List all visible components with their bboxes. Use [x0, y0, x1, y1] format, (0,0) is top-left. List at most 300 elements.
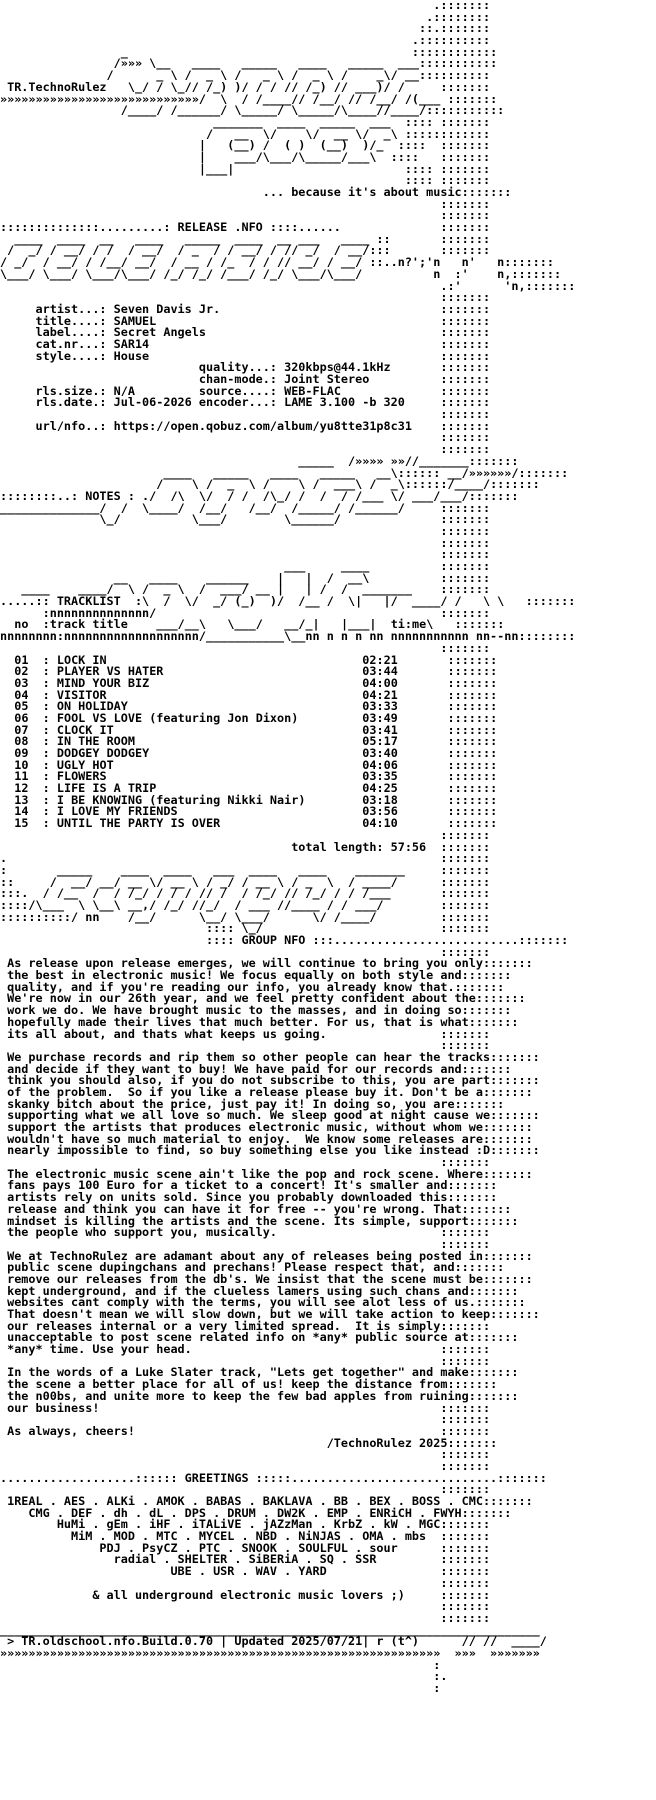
- group-nfo-text-text: its all about, and thats what keeps us going.: [0, 1026, 441, 1041]
- track-row-text: 13 : I BE KNOWING (featuring Nikki Nair) 03:18: [14, 792, 398, 807]
- right-border-decor: :::::::: [461, 185, 512, 199]
- right-border-decor: :::::::: [440, 1155, 491, 1170]
- tracklist-logo-art-line-text: __ ____ ______ | | / __\: [0, 570, 441, 585]
- track-no: 03: [14, 675, 29, 690]
- group-nfo-text-text: As always, cheers!: [0, 1423, 441, 1438]
- track-time: 02:21: [362, 652, 398, 667]
- track-no: 07: [14, 722, 29, 737]
- track-time: 03:41: [362, 722, 398, 737]
- header-logo-art-line-text: | (__) / ( ) (__) )/_ ::::: [0, 138, 441, 153]
- release-nfo-heading-text: ::::::::::::::.........: RELEASE .NFO ::::......: [0, 220, 441, 235]
- notes-logo-art-line-text: ____ _____ ____ _____ __\:::::: __/»»»»»»/: [0, 465, 519, 480]
- greetings-line-text: MiM . MOD . MTC . MYCEL . NBD . NiNJAS . OMA . mbs: [0, 1529, 441, 1544]
- release-logo-art-line-text: .:' 'n,: [0, 278, 526, 293]
- release-field-text: artist...: Seven Davis Jr.: [0, 301, 441, 316]
- track-row-text: 06 : FOOL VS LOVE (featuring Jon Dixon) 03:49: [14, 710, 398, 725]
- header-logo-art-line-text: / _ \ / _ \ / _ \ / _ \ / _\/ __:::: [0, 68, 441, 83]
- right-border-decor: :::::::: [482, 1494, 533, 1508]
- header-logo-art-line-text: ::::: [0, 173, 441, 188]
- group-nfo-heading-text: :::: GROUP NFO :::..........................: [205, 933, 519, 947]
- right-border-decor: :::::::: [440, 395, 491, 410]
- right-border-decor: :::::::: [440, 208, 491, 223]
- header-logo-art-line-text: _ :::::: [0, 44, 448, 59]
- release-logo-art-line-text: / _/ / __/ / / / __/ / _ / / __/ / // _/ / __/:::: [0, 243, 441, 258]
- group-logo-art-line-text: :: / __/ __/ __ \/ __ \ / _/ / __ \ / _ \ / ____/: [0, 874, 441, 889]
- right-border-decor: :::::::: [518, 933, 569, 947]
- group-nfo-text-text: mindset is killing the artists and the scene. Its simple, support: [0, 1213, 469, 1228]
- footer-build-text: > TR.oldschool.nfo.Build.0.70 | Updated 2025/07/21| r (t^): [0, 1634, 420, 1649]
- right-border-decor: :::::::: [468, 1213, 519, 1228]
- track-time: 03:33: [362, 699, 398, 714]
- group-nfo-text-text: nearly impossible to find, so buy something else you like instead :D: [0, 1143, 491, 1158]
- group-nfo-text-text: fans pays 100 Euro for a ticket to a concert! It's smaller and: [0, 1178, 448, 1193]
- track-title: MIND YOUR BIZ: [56, 675, 150, 690]
- right-border-decor: :::::::: [482, 1271, 533, 1286]
- right-border-decor: :::::::: [440, 243, 491, 258]
- right-border-decor: :::::::: [475, 991, 526, 1006]
- right-border-decor: :::::::: [440, 149, 491, 164]
- right-border-decor: :::::::: [440, 21, 491, 36]
- right-border-decor: :::::::: [440, 547, 491, 562]
- slogan-line-text: ... because it's about music: [0, 185, 462, 199]
- right-border-decor: :::::::: [454, 617, 505, 632]
- track-row-text: 10 : UGLY HOT 04:06: [14, 757, 398, 772]
- track-row-text: 11 : FLOWERS 03:35: [14, 769, 398, 784]
- group-logo-art-line-text: :::: \_/: [0, 921, 441, 936]
- header-logo-art-line-text: /»»» \__ ____ _____ ____ _____ ___::::: [0, 56, 448, 71]
- right-border-decor: :::::::: [454, 979, 505, 994]
- tracklist-heading-text: .....:: TRACKLIST :\ / \/ _/ (_) )/ /__ / \| |/ ____/ / \ \: [0, 594, 526, 609]
- greetings-line-text: PDJ . PsyCZ . PTC . SNOOK . SOULFUL . sour: [0, 1540, 441, 1555]
- right-border-decor: :::::::: [447, 710, 498, 725]
- track-time: 04:21: [362, 687, 398, 702]
- right-border-decor: :::::::: [440, 851, 491, 866]
- track-title: VISITOR: [56, 687, 107, 702]
- right-border-decor: :::::::: [447, 1377, 498, 1392]
- track-row-text: 05 : ON HOLIDAY 03:33: [14, 699, 398, 714]
- right-border-decor: :::::::: [461, 1061, 512, 1076]
- group-nfo-text-text: We purchase records and rip them so other people can hear the tracks: [0, 1049, 491, 1064]
- tracklist-logo-art-line-text: ___ ____: [0, 559, 441, 573]
- header-logo-art-line-text: | ___/\___/\_____/___\ ::::: [0, 149, 441, 164]
- track-row-text: 07 : CLOCK IT 03:41: [14, 722, 398, 737]
- group-nfo-text-text: *any* time. Use your head.: [0, 1342, 441, 1357]
- right-border-decor: :::::::: [440, 1575, 491, 1590]
- notes-logo-art-line-text: / \ / _ \ / \ / ___\ / _\::::::/____/: [0, 477, 491, 492]
- group-nfo-text-text: release and think you can have it for free -- you're wrong. That: [0, 1201, 462, 1216]
- right-border-decor: :::::::: [440, 383, 491, 398]
- right-border-decor: :::::::: [454, 103, 505, 118]
- right-border-decor: :::::::: [447, 699, 498, 714]
- right-border-decor: :::::::: [440, 874, 491, 889]
- track-time: 03:44: [362, 664, 398, 679]
- right-border-decor: :::::::: [447, 664, 498, 679]
- track-no: 08: [14, 734, 29, 749]
- notes-logo-art-line-text: _____ /»»»» »»//_______: [0, 453, 469, 468]
- right-border-decor: :::::::: [525, 629, 576, 644]
- right-border-decor: :::::::: [490, 477, 540, 492]
- release-encoder: encoder...: LAME 3.100 -b 320: [198, 395, 405, 410]
- right-border-decor: :::::::: [440, 348, 491, 363]
- right-border-decor: :::::::: [482, 1120, 533, 1134]
- header-logo-art-line-text: |___| ::::: [0, 161, 441, 176]
- right-border-decor: :::::::: [440, 372, 491, 386]
- right-border-decor: :::::::: [447, 1190, 498, 1205]
- right-border-decor: :::::::: [447, 91, 498, 106]
- group-nfo-text-text: of the problem. So if you like a release please buy it. Don't be a: [0, 1084, 483, 1099]
- right-border-decor: :::::::: [440, 1423, 491, 1438]
- right-border-decor: :::::::: [468, 1388, 519, 1403]
- right-border-decor: :::::::: [440, 138, 491, 153]
- right-border-decor: :::::::: [447, 734, 498, 749]
- col-title: track title: [49, 617, 128, 632]
- greetings-line-text: UBE . USR . WAV . YARD: [0, 1564, 441, 1579]
- release-logo-art-line-text: \___/ \___/ \___/\___/ /_/ /_/ /___/ /_/ \___/\___/ n :' n,: [0, 266, 512, 281]
- tracklist-col-header-text: no :track title ___/__\ \___/ __/_| |___| ti:me\: [14, 617, 455, 632]
- group-nfo-text-text: quality, and if you're reading our info, you already know that.: [0, 979, 455, 994]
- right-border-decor: :::::::: [482, 1131, 533, 1146]
- greetings-line-text: radial . SHELTER . SiBERiA . SQ . SSR: [0, 1552, 441, 1567]
- header-logo-art-line-text: .: [0, 0, 441, 12]
- right-border-decor: :::::::: [511, 266, 562, 281]
- right-border-decor: :::::::: [504, 255, 554, 270]
- track-no: 10: [14, 757, 29, 772]
- track-row-text: 04 : VISITOR 04:21: [14, 687, 398, 702]
- track-row-text: 08 : IN THE ROOM 05:17: [14, 734, 398, 749]
- group-tag-line: TR.TechnoRulez \_/ / \_// /_) )/ / / // /_) // ___)/ /: [0, 79, 441, 94]
- right-border-decor: :::::::: [440, 1412, 491, 1427]
- right-border-decor: :::::::: [440, 944, 491, 959]
- footer-tail-text: :.: [0, 1669, 448, 1684]
- group-nfo-text-text: our releases internal or a very limited spread. It is simply: [0, 1318, 441, 1333]
- right-border-decor: :::::::: [440, 512, 491, 527]
- track-time: 03:49: [362, 710, 398, 725]
- group-nfo-text-text: the n00bs, and unite more to keep the few bad apples from ruining: [0, 1388, 469, 1403]
- right-border-decor: :::::::: [447, 781, 498, 796]
- track-row-text: 12 : LIFE IS A TRIP 04:25: [14, 781, 398, 796]
- header-logo-art-line-text: »»»»»»»»»»»»»»»»»»»»»»»»»»»»/ \ / /____// /__/ // /__/ /(___: [0, 91, 448, 106]
- group-nfo-text-text: skanky bitch about the price, just pay it! In doing so, you are: [0, 1096, 455, 1111]
- greetings-closing-text: & all underground electronic music lovers ;): [0, 1587, 441, 1602]
- group-nfo-text-text: As release upon release emerges, we will continue to bring you only: [0, 956, 483, 971]
- release-tech-field-text: chan-mode.: Joint Stereo: [0, 372, 441, 386]
- right-border-decor: :::::::: [440, 1599, 491, 1614]
- group-nfo-text-text: the scene a better place for all of us! keep the distance from: [0, 1377, 448, 1392]
- right-border-decor: :::::::: [447, 1435, 498, 1450]
- group-logo-art-line-text: :::. / /__ / / /_/ / / / // / / /_/ // /_/ / / /___: [0, 886, 441, 901]
- track-title: ON HOLIDAY: [56, 699, 128, 714]
- header-logo-art-line-text: _______ ____ _____ ___ ::::: [0, 114, 441, 129]
- track-no: 09: [14, 746, 29, 760]
- release-logo-art-line-text: / _/ / __/ / /__/ __/ / __ / /_ / / // __/ / __/ ::..n?';'n n' n: [0, 255, 505, 270]
- track-title: I BE KNOWING (featuring Nikki Nair): [56, 792, 306, 807]
- track-no: 06: [14, 710, 29, 725]
- right-border-decor: :::::::: [440, 1529, 491, 1544]
- right-border-decor: :::::::: [447, 792, 498, 807]
- right-border-decor: :::::::: [440, 161, 491, 176]
- right-border-decor: :::::::: [440, 68, 491, 83]
- right-border-decor: :::::::: [490, 1049, 540, 1064]
- header-logo-art-line-text: ::.: [0, 21, 441, 36]
- release-url-text: url/nfo..: https://open.qobuz.com/album/yu8tte31p8c31: [0, 418, 441, 433]
- header-logo-art-line-text: / __ \/ \/ __ \/ _\ :::::: [0, 126, 441, 141]
- notes-heading-text: ::::::::..: NOTES :: [0, 488, 135, 503]
- group-nfo-text-text: wouldn't have so much material to enjoy. We know some releases are: [0, 1131, 483, 1146]
- right-border-decor: :::::::: [468, 1365, 519, 1380]
- group-nfo-text-text: The electronic music scene ain't like the pop and rock scene. Where: [0, 1166, 483, 1181]
- track-time: 04:10: [362, 816, 398, 831]
- group-logo-art-line-text: : _____ ____ ____ ___ ____ ____ _______: [0, 862, 441, 877]
- right-border-decor: :::::::: [440, 1564, 491, 1579]
- group-nfo-text-text: In the words of a Luke Slater track, "Lets get together" and make: [0, 1365, 469, 1380]
- footer-rule-text: ____________________________________________________________________________: [0, 1622, 540, 1637]
- track-title: LOCK IN: [56, 652, 107, 667]
- track-no: 04: [14, 687, 29, 702]
- right-border-decor: :::::::: [447, 722, 498, 737]
- track-time: 04:06: [362, 757, 398, 772]
- right-border-decor: :::::::: [447, 757, 498, 772]
- right-border-decor: :::::::: [475, 1295, 526, 1310]
- release-field-text: style....: House: [0, 348, 441, 363]
- track-no: 01: [14, 652, 29, 667]
- right-border-decor: :::::::: [440, 301, 491, 316]
- right-border-decor: :::::::: [461, 1505, 512, 1520]
- right-border-decor: :::::::: [440, 231, 491, 246]
- right-border-decor: :::::::: [440, 886, 491, 901]
- right-border-decor: :::::::: [440, 1458, 491, 1473]
- right-border-decor: :::::::: [440, 418, 491, 433]
- right-border-decor: :::::::: [490, 1143, 540, 1158]
- right-border-decor: :::::::: [440, 827, 491, 842]
- release-date: rls.date.: Jul-06-2026: [0, 395, 192, 410]
- right-border-decor: :::::::: [482, 1248, 533, 1263]
- group-nfo-text-text: remove our releases from the db's. We insist that the scene must be: [0, 1271, 483, 1286]
- right-border-decor: :::::::: [497, 1470, 547, 1485]
- group-nfo-text-text: think you should also, if you do not subscribe to this, you are part: [0, 1073, 491, 1088]
- track-no: 02: [14, 664, 29, 679]
- right-border-decor: :::::::: [447, 675, 498, 690]
- right-border-decor: :::::::: [440, 126, 491, 141]
- group-nfo-text-text: the best in electronic music! We focus equally on both style and: [0, 968, 462, 983]
- track-title: PLAYER VS HATER: [56, 664, 164, 679]
- track-time: 03:18: [362, 792, 398, 807]
- right-border-decor: :::::::: [440, 1225, 491, 1240]
- release-field-text: label....: Secret Angels: [0, 325, 441, 340]
- track-row-text: 15 : UNTIL THE PARTY IS OVER 04:10: [14, 816, 398, 831]
- right-border-decor: :::::::: [440, 220, 491, 235]
- track-no: 14: [14, 804, 29, 819]
- right-border-decor: :::::::: [482, 1166, 533, 1181]
- right-border-decor: :::::::: [440, 1026, 491, 1041]
- right-border-decor: :::::::: [440, 442, 491, 457]
- release-tech-field-text: quality...: 320kbps@44.1kHz: [0, 360, 441, 375]
- track-time: 03:35: [362, 769, 398, 784]
- col-no: no: [14, 617, 29, 632]
- track-row-text: 02 : PLAYER VS HATER 03:44: [14, 664, 398, 679]
- group-logo-art-line-text: .: [0, 851, 441, 866]
- right-border-decor: :::::::: [440, 582, 491, 597]
- right-border-decor: :::::::: [440, 605, 491, 620]
- track-time: 05:17: [362, 734, 398, 749]
- release-size: rls.size.: N/A: [0, 383, 135, 398]
- right-border-decor: :::::::: [440, 862, 491, 877]
- track-row-text: 03 : MIND YOUR BIZ 04:00: [14, 675, 398, 690]
- right-border-decor: :::::::: [490, 1108, 540, 1123]
- release-source: source....: WEB-FLAC: [198, 383, 341, 398]
- notes-logo-art-line-text: ______________/ / \____/ /__/ /__/ /_____/ /______/: [0, 500, 441, 515]
- track-title: FLOWERS: [56, 769, 107, 784]
- right-border-decor: :::::::: [440, 9, 491, 24]
- tracklist-logo-art-line-text: ____ ____/ \ / _ \ / ___/ __ | | / / _______: [0, 582, 441, 597]
- right-border-decor: :::::::: [440, 640, 491, 655]
- track-no: 13: [14, 792, 29, 807]
- group-nfo-text-text: unacceptable to post scene related info on *any* public source at: [0, 1330, 469, 1345]
- right-border-decor: :::::::: [447, 687, 498, 702]
- group-nfo-text-text: support the artists that produces electronic music, without whom we: [0, 1120, 483, 1134]
- right-border-decor: :::::::: [468, 1283, 519, 1298]
- track-row-text: 01 : LOCK IN 02:21: [14, 652, 398, 667]
- track-title: IN THE ROOM: [56, 734, 135, 749]
- group-nfo-text-text: We at TechnoRulez are adamant about any of releases being posted in: [0, 1248, 483, 1263]
- right-border-decor: :::::::: [461, 968, 512, 983]
- right-border-decor: :::::::: [440, 535, 491, 550]
- greetings-line-text: HuMi . gEm . iHF . iTALiVE . jAZzMan . KrbZ . kW . MGC: [0, 1517, 441, 1532]
- track-title: I LOVE MY FRIENDS: [56, 804, 178, 819]
- right-border-decor: :::::::: [440, 570, 491, 585]
- group-nfo-text-text: and decide if they want to buy! We have paid for our records and: [0, 1061, 462, 1076]
- header-logo-art-line-text: .:: [0, 9, 441, 24]
- track-title: DODGEY DODGEY: [56, 746, 150, 760]
- right-border-decor: :::::::: [440, 921, 491, 936]
- right-border-decor: :::::::: [447, 804, 498, 819]
- group-nfo-text-text: That doesn't mean we will slow down, but we will take action to keep: [0, 1307, 491, 1321]
- right-border-decor: :::::::: [440, 897, 491, 912]
- right-border-decor: :::::::: [440, 1447, 491, 1462]
- tracklist-total-text: total length: 57:56: [0, 839, 441, 854]
- right-border-decor: :::::::: [468, 1014, 519, 1029]
- right-border-decor: :::::::: [440, 500, 491, 515]
- group-nfo-text-text: supporting what we all love so much. We sleep good at night cause we: [0, 1108, 491, 1123]
- right-border-decor: :::::::: [440, 1342, 491, 1357]
- right-border-decor: :::::::: [482, 1084, 533, 1099]
- group-nfo-text-text: public scene dupingchans and prechans! Please respect that, and: [0, 1260, 455, 1275]
- group-nfo-text-text: We're now in our 26th year, and we feel pretty confident about the: [0, 991, 476, 1006]
- right-border-decor: :::::::: [482, 956, 533, 971]
- group-nfo-text-text: websites cant comply with the terms, you will see alot less of us.: [0, 1295, 476, 1310]
- right-border-decor: :::::::: [440, 1610, 491, 1625]
- group-nfo-text-text: kept underground, and if the clueless lamers using such chans and: [0, 1283, 469, 1298]
- header-logo-art-line-text: .:::: [0, 33, 441, 48]
- right-border-decor: :::::::: [525, 278, 576, 293]
- group-nfo-text-text: the people who support you, musically.: [0, 1225, 441, 1240]
- right-border-decor: :::::::: [440, 523, 491, 538]
- track-no: 11: [14, 769, 29, 784]
- right-border-decor: :::::::: [461, 1003, 512, 1018]
- right-border-decor: :::::::: [440, 79, 491, 94]
- footer-build-text: > TR.oldschool.nfo.Build.0.70 | Updated 2025/07/21| r (t^) // // ____/: [0, 1634, 547, 1649]
- right-border-decor: :::::::: [440, 1318, 491, 1333]
- group-nfo-text-text: our business!: [0, 1400, 441, 1415]
- track-title: FOOL VS LOVE (featuring Jon Dixon): [56, 710, 299, 725]
- right-border-decor: :::::::: [440, 1353, 491, 1368]
- right-border-decor: :::::::: [461, 1201, 512, 1216]
- right-border-decor: :::::::: [440, 1236, 491, 1251]
- right-border-decor: :::::::: [447, 652, 498, 667]
- right-border-decor: :::::::: [440, 407, 491, 422]
- right-border-decor: :::::::: [440, 1540, 491, 1555]
- right-border-decor: :::::::: [447, 746, 498, 760]
- track-time: 04:25: [362, 781, 398, 796]
- notes-heading-text: ::::::::..: NOTES : ./ /\ \/ / / /\_/ / / / /___ \/ ___/___/: [0, 488, 469, 503]
- tracklist-heading-text: .....:: TRACKLIST :: [0, 594, 143, 609]
- right-border-decor: :::::::: [454, 1260, 505, 1275]
- col-time: ti:me: [390, 617, 427, 632]
- footer-tail-text: :: [0, 1681, 441, 1695]
- track-time: 03:56: [362, 804, 398, 819]
- group-nfo-text-text: artists rely on units sold. Since you probably downloaded this: [0, 1190, 448, 1205]
- right-border-decor: :::::::: [440, 1482, 491, 1497]
- right-border-decor: :::::::: [440, 290, 491, 305]
- right-border-decor: :::::::: [447, 816, 498, 831]
- right-border-decor: :::::::: [440, 1400, 491, 1415]
- track-time: 03:40: [362, 746, 398, 760]
- release-field-text: cat.nr...: SAR14: [0, 336, 441, 351]
- greetings-line-text: 1REAL . AES . ALKi . AMOK . BABAS . BAKLAVA . BB . BEX . BOSS . CMC: [0, 1494, 483, 1508]
- right-border-decor: :::::::: [440, 114, 491, 129]
- greetings-heading-text: ...................:::::: GREETINGS :::::.............................: [0, 1470, 498, 1485]
- right-border-decor: :::::::: [440, 313, 491, 328]
- notes-logo-art-line-text: \_/ \___/ \______/: [0, 512, 441, 527]
- group-nfo-signature-text: /TechnoRulez 2025: [0, 1435, 448, 1450]
- right-border-decor: :::::::: [440, 336, 491, 351]
- track-no: 15: [14, 816, 29, 831]
- right-border-decor: :::::::: [440, 839, 491, 854]
- right-border-decor: :::::::: [440, 173, 491, 188]
- right-border-decor: :::::::: [440, 360, 491, 375]
- right-border-decor: :::::::: [447, 44, 498, 59]
- right-border-decor: :::::::: [447, 56, 498, 71]
- right-border-decor: :::::::: [454, 1096, 505, 1111]
- group-logo-art-line-text: ::::::::::/ nn /__/ \__/ \___/ \/ /____/: [0, 909, 441, 924]
- right-border-decor: :::::::: [440, 325, 491, 340]
- right-border-decor: :::::::: [440, 1587, 491, 1602]
- right-border-decor: :::::::: [468, 1330, 519, 1345]
- header-logo-art-line-text: /____/ /______/ \_____/ \_____/\____//____/::::: [0, 103, 455, 118]
- footer-tail-text: :: [0, 1657, 441, 1672]
- track-title: CLOCK IT: [56, 722, 114, 737]
- track-title: UGLY HOT: [56, 757, 114, 772]
- right-border-decor: :::::::: [440, 1517, 491, 1532]
- track-row-text: 09 : DODGEY DODGEY 03:40: [14, 746, 398, 760]
- tracklist-art-text: nnnnnnnn:nnnnnnnnnnnnnnnnnnn/___________\__nn n n n nn nnnnnnnnnnn nn--nn:: [0, 629, 526, 644]
- right-border-decor: :::::::: [518, 465, 569, 480]
- right-border-decor: :::::::: [490, 1073, 540, 1088]
- right-border-decor: :::::::: [490, 1307, 540, 1321]
- track-no: 05: [14, 699, 29, 714]
- tracklist-art-text: :nnnnnnnnnnnnnn/: [0, 605, 441, 620]
- right-border-decor: :::::::: [447, 1178, 498, 1193]
- release-logo-art-line-text: ____ ____ __ ____ _____ ____ __ ___ ____ ::: [0, 231, 441, 246]
- right-border-decor: :::::::: [440, 430, 491, 445]
- track-no: 12: [14, 781, 29, 796]
- track-time: 04:00: [362, 675, 398, 690]
- right-border-decor: :::::::: [525, 594, 576, 609]
- right-border-decor: :::::::: [468, 488, 519, 503]
- footer-arrows-text: »»»»»»»»»»»»»»»»»»»»»»»»»»»»»»»»»»»»»»»»»»»»»»»»»»»»»»»»»»»»»» »»» »»»»»»»: [0, 1645, 540, 1660]
- right-border-decor: :::::::: [440, 0, 491, 12]
- track-title: UNTIL THE PARTY IS OVER: [56, 816, 221, 831]
- track-row-text: 14 : I LOVE MY FRIENDS 03:56: [14, 804, 398, 819]
